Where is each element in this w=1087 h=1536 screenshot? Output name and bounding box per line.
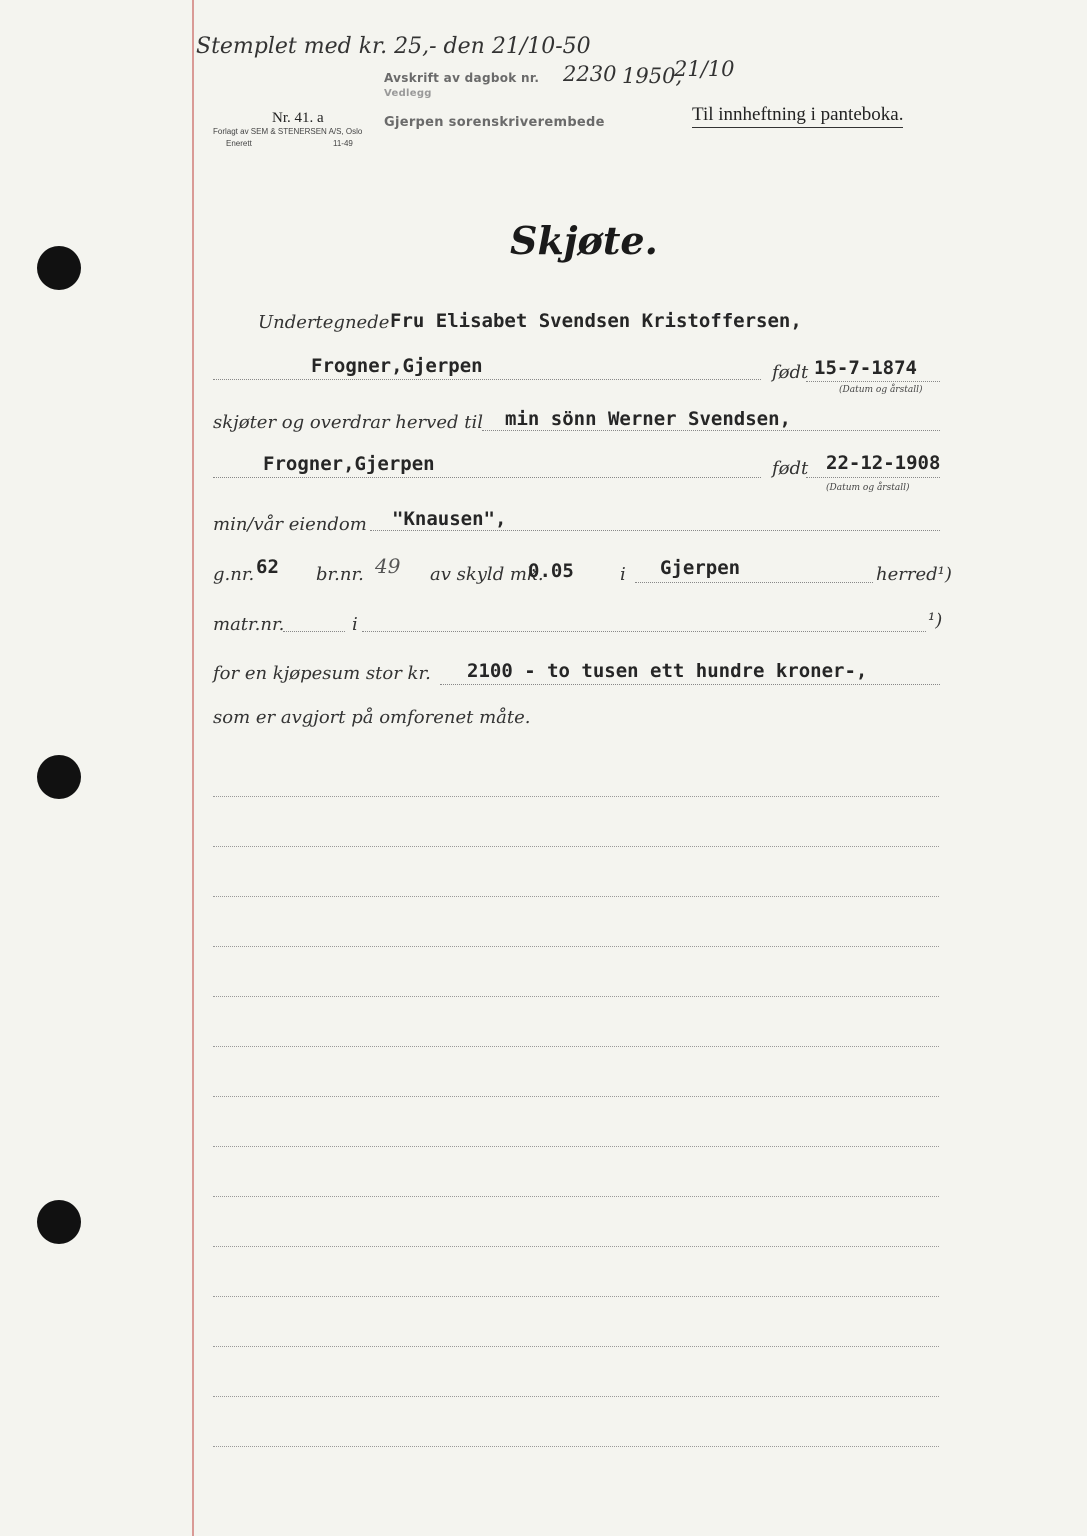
- punch-hole-middle: [37, 755, 81, 799]
- skyld-value: 0.05: [528, 560, 574, 582]
- seller-born-dots: [806, 381, 940, 382]
- gnr-label: g.nr.: [213, 564, 255, 585]
- seller-address-dots: [213, 379, 761, 380]
- punch-hole-bottom: [37, 1200, 81, 1244]
- blank-line: [213, 796, 939, 797]
- buyer-name: min sönn Werner Svendsen,: [505, 408, 791, 430]
- undertegnede-label: Undertegnede: [258, 312, 390, 333]
- stamp-vedlegg: Vedlegg: [384, 88, 432, 99]
- stamp-office: Gjerpen sorenskriverembede: [384, 115, 605, 130]
- handwritten-date: 21/10: [674, 57, 735, 81]
- blank-line: [213, 1396, 939, 1397]
- seller-name: Fru Elisabet Svendsen Kristoffersen,: [390, 310, 802, 332]
- herred-i-label: i: [620, 564, 626, 585]
- property-name: "Knausen",: [392, 508, 507, 530]
- price-label: for en kjøpesum stor kr.: [213, 663, 431, 684]
- publisher-enerett: Enerett: [226, 139, 252, 148]
- blank-line: [213, 1096, 939, 1097]
- stamp-number: 2230: [563, 62, 617, 86]
- matr-note: ¹): [928, 610, 943, 631]
- stamp-year: 1950,: [622, 64, 683, 88]
- matr-i-label: i: [352, 614, 358, 635]
- buyer-name-dots: [482, 430, 940, 431]
- brnr-value: 49: [375, 554, 401, 578]
- price-dots: [440, 684, 940, 685]
- brnr-label: br.nr.: [316, 564, 364, 585]
- buyer-born-dots: [806, 477, 940, 478]
- buyer-address: Frogner,Gjerpen: [263, 453, 435, 475]
- matr-label: matr.nr.: [213, 614, 285, 635]
- herred-value: Gjerpen: [660, 557, 741, 579]
- blank-line: [213, 946, 939, 947]
- seller-address: Frogner,Gjerpen: [311, 355, 483, 377]
- herred-label: herred¹): [876, 564, 952, 585]
- blank-line: [213, 1296, 939, 1297]
- blank-line: [213, 1046, 939, 1047]
- gnr-value: 62: [256, 556, 279, 578]
- blank-line: [213, 1196, 939, 1197]
- blank-line: [213, 996, 939, 997]
- price-value: 2100 - to tusen ett hundre kroner-,: [467, 660, 868, 682]
- buyer-fodt-label: født: [772, 458, 809, 479]
- skyld-label: av skyld mk.: [430, 564, 544, 585]
- blank-line: [213, 1146, 939, 1147]
- matr-i-dots: [362, 631, 926, 632]
- matr-dots: [283, 631, 345, 632]
- transfer-label: skjøter og overdrar herved til: [213, 412, 483, 433]
- margin-line: [192, 0, 194, 1536]
- publisher-line: Forlagt av SEM & STENERSEN A/S, Oslo: [213, 127, 363, 136]
- buyer-address-dots: [213, 477, 761, 478]
- blank-line: [213, 846, 939, 847]
- form-number: Nr. 41. a: [272, 110, 324, 126]
- buyer-datum-note: (Datum og årstall): [826, 483, 910, 493]
- seller-datum-note: (Datum og årstall): [839, 385, 923, 395]
- publisher-code: 11-49: [333, 139, 353, 148]
- property-dots: [370, 530, 940, 531]
- eiendom-label: min/vår eiendom: [213, 514, 367, 535]
- stamp-dagbok: Avskrift av dagbok nr.: [384, 71, 540, 85]
- seller-born: 15-7-1874: [814, 357, 917, 379]
- punch-hole-top: [37, 246, 81, 290]
- settled-text: som er avgjort på omforenet måte.: [213, 707, 531, 728]
- blank-line: [213, 1346, 939, 1347]
- document-title: Skjøte.: [510, 218, 658, 263]
- herred-dots: [635, 582, 873, 583]
- header-title: Til innheftning i panteboka.: [692, 104, 903, 128]
- blank-line: [213, 1446, 939, 1447]
- buyer-born: 22-12-1908: [826, 452, 941, 474]
- handwritten-stamp-note: Stemplet med kr. 25,- den 21/10-50: [196, 34, 591, 59]
- seller-fodt-label: født: [772, 362, 809, 383]
- blank-line: [213, 896, 939, 897]
- blank-line: [213, 1246, 939, 1247]
